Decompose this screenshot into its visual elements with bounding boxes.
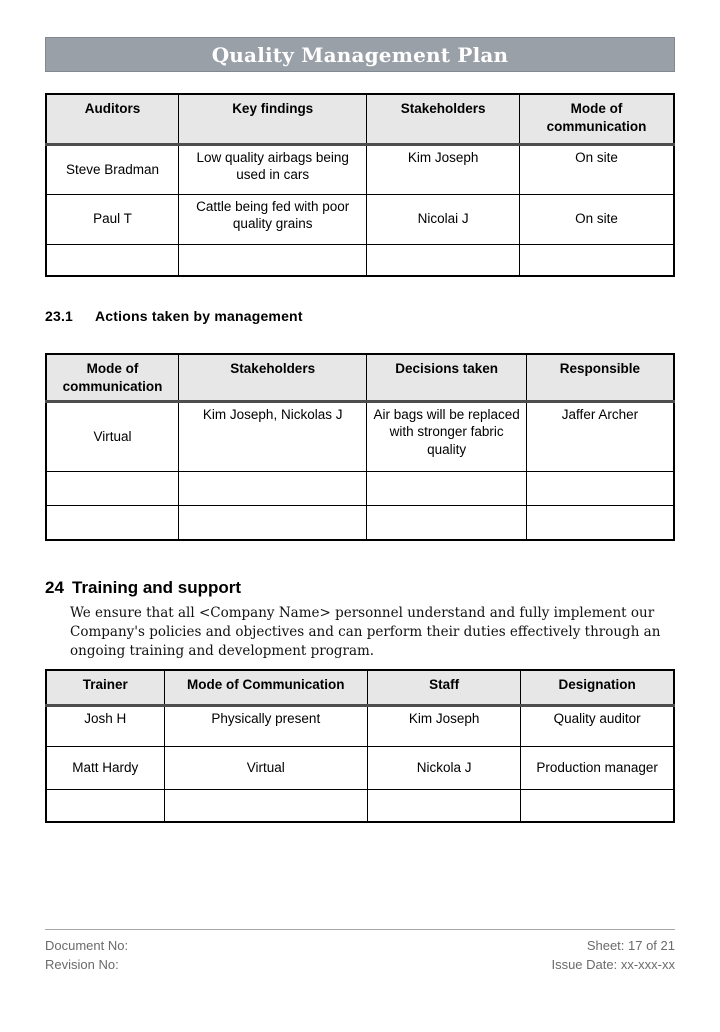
table-header-row (46, 354, 674, 401)
section-23-1-heading (45, 308, 675, 324)
table-row-empty (46, 789, 674, 822)
column-header-mode-of-communication: Mode of communication (46, 354, 179, 401)
table-cell: Low quality airbags being used in cars (179, 144, 367, 194)
table-cell (164, 789, 367, 822)
table-cell: Josh H (46, 705, 164, 746)
sheet-number: Sheet: 17 of 21 (586, 938, 675, 953)
table-cell (367, 505, 527, 540)
table-cell: Matt Hardy (46, 746, 164, 789)
table-cell (46, 505, 179, 540)
column-header-key-findings: Key findings (179, 94, 367, 144)
table-cell (367, 471, 527, 505)
section-title: Training and support (72, 578, 242, 597)
table-cell (46, 789, 164, 822)
table-cell: Virtual (164, 746, 367, 789)
table-cell (179, 244, 367, 276)
footer-right (551, 936, 675, 974)
table-cell: On site (519, 194, 674, 244)
table-row (46, 144, 674, 194)
table-cell (46, 471, 179, 505)
table-header-row (46, 670, 674, 705)
table-row (46, 194, 674, 244)
section-number: 23.1 (45, 308, 74, 324)
column-header-stakeholders: Stakeholders (179, 354, 367, 401)
table-cell: Quality auditor (521, 705, 674, 746)
document-no-label: Document No: (45, 938, 129, 953)
table-cell (521, 789, 674, 822)
table-cell (526, 471, 674, 505)
table-cell (46, 244, 179, 276)
management-actions-table (45, 353, 675, 541)
table-cell: Kim Joseph, Nickolas J (179, 401, 367, 471)
document-page (45, 0, 675, 1032)
training-paragraph: We ensure that all <Company Name> personnel understand and fully implement our Company's policies and objectives and can perform their duties effectively through an ongoing training and development program. (70, 605, 661, 659)
document-title: Quality Management Plan (211, 42, 509, 67)
table-cell: Steve Bradman (46, 144, 179, 194)
column-header-mode-of-communication: Mode of Communication (164, 670, 367, 705)
table-row (46, 401, 674, 471)
table-cell: Nicolai J (367, 194, 520, 244)
document-title-banner (45, 37, 675, 72)
table-cell: Kim Joseph (367, 144, 520, 194)
table-cell: Paul T (46, 194, 179, 244)
column-header-designation: Designation (521, 670, 674, 705)
section-title: Actions taken by management (95, 308, 303, 324)
column-header-mode-of-communication: Mode of communication (519, 94, 674, 144)
column-header-decisions-taken: Decisions taken (367, 354, 527, 401)
table-cell (179, 471, 367, 505)
table-cell (179, 505, 367, 540)
table-row (46, 705, 674, 746)
table-cell: Nickola J (368, 746, 521, 789)
column-header-responsible: Responsible (526, 354, 674, 401)
footer-left (45, 936, 128, 974)
column-header-stakeholders: Stakeholders (367, 94, 520, 144)
table-cell: Cattle being fed with poor quality grains (179, 194, 367, 244)
table-cell (368, 789, 521, 822)
column-header-trainer: Trainer (46, 670, 164, 705)
page-footer (45, 929, 675, 974)
table-cell: Kim Joseph (368, 705, 521, 746)
table-row-empty (46, 244, 674, 276)
training-table (45, 669, 675, 823)
revision-no-label: Revision No: (45, 957, 119, 972)
table-cell (519, 244, 674, 276)
audit-findings-table (45, 93, 675, 277)
table-cell (367, 244, 520, 276)
table-cell: Jaffer Archer (526, 401, 674, 471)
table-header-row (46, 94, 674, 144)
table-cell: Virtual (46, 401, 179, 471)
table-cell: Physically present (164, 705, 367, 746)
column-header-auditors: Auditors (46, 94, 179, 144)
table-row-empty (46, 471, 674, 505)
table-cell: Air bags will be replaced with stronger fabric quality (367, 401, 527, 471)
column-header-staff: Staff (368, 670, 521, 705)
table-cell: Production manager (521, 746, 674, 789)
issue-date: Issue Date: xx-xxx-xx (551, 957, 675, 972)
table-row-empty (46, 505, 674, 540)
table-row (46, 746, 674, 789)
table-cell: On site (519, 144, 674, 194)
section-24-heading (45, 578, 675, 598)
table-cell (526, 505, 674, 540)
section-number: 24 (45, 578, 64, 597)
